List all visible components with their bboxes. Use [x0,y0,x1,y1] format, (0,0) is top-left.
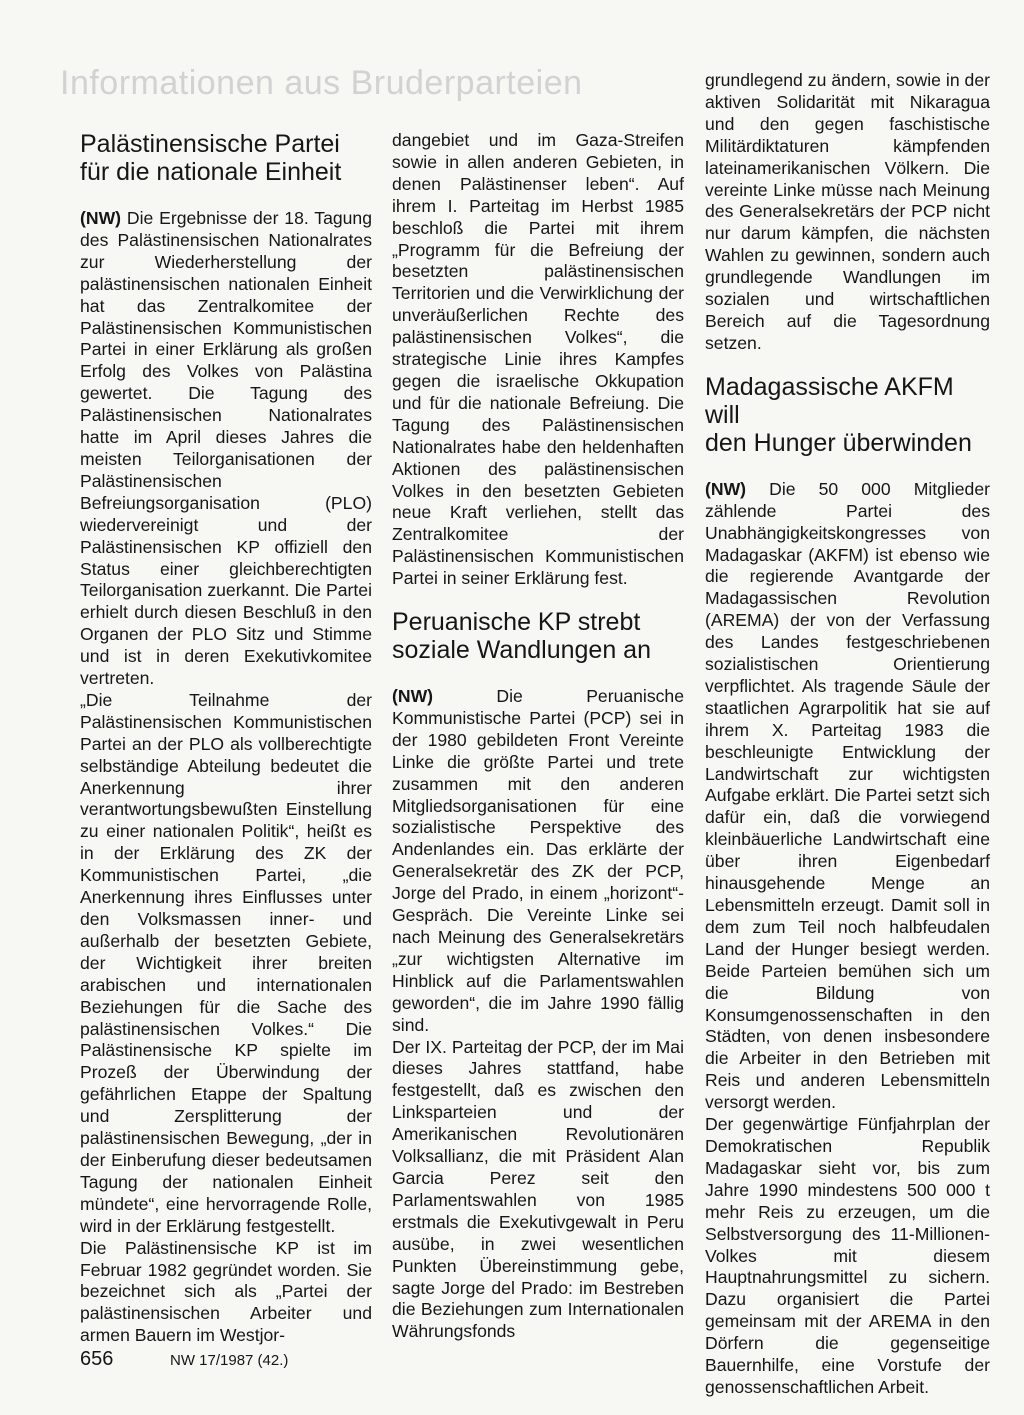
issue-reference: NW 17/1987 (42.) [170,1352,289,1369]
article-madagascar-title [705,373,990,457]
article-palestine-paragraph-3 [80,1238,372,1348]
article-peru-paragraph-2-continued: grundlegend zu ändern, sowie in der aktiven Solidarität mit Nikaragua und den gegen faschistische Militärdiktaturen kämpfenden lateinamerikanischen Völkern. Die vereinte Linke müsse nach Meinung des Generalsekretärs der PCP nicht nur darum kämpfen, die nächsten Wahlen zu gewinnen, sondern auch grundlegende Wandlungen im sozialen und wirtschaftlichen Bereich auf die Tagesordnung setzen. [705,70,990,353]
article-peru-paragraph-2: Der IX. Parteitag der PCP, der im Mai dieses Jahres stattfand, habe festgestellt, daß es zwischen den Linksparteien und der Amerikanischen Revolutionären Volksallianz, die mit Präsident Alan Garcia Perez seit den Parlamentswahlen von 1985 erstmals die Exekutivgewalt in Peru ausübe, in zwei wesentlichen Punkten Übereinstimmung gebe, sagte Jorge del Prado: im Bestreben die Beziehungen zum Internationalen Währungsfonds [392,1036,684,1342]
article-palestine-intro-text: Die Ergebnisse der 18. Tagung des Palästinensischen Nationalrates zur Wiederherstellung der palästinensischen nationalen Einheit hat das Zentralkomitee der Palästinensischen Kommunistischen Partei in einer Erklärung als großen Erfolg des Volkes von Palästina gewertet. Die Tagung des Palästinensischen Nationalrates hatte im April dieses Jahres die meisten Teilorganisationen der Palästinensischen Befreiungsorganisation (PLO) wiedervereinigt und der Palästinensischen KP offiziell den Status einer gleichberechtigten Teilorganisation zuerkannt. Die Partei erhielt durch diesen Beschluß in den Organen der PLO Sitz und Stimme und ist in deren Exekutivkomitee vertreten. [80,208,372,689]
agency-tag: (NW) [80,208,122,228]
article-palestine-title-line2: für die nationale Einheit [80,158,342,186]
agency-tag: (NW) [705,478,747,499]
article-palestine-title [80,130,372,186]
section-title: Informationen aus Bruderparteien [60,64,583,102]
article-madagascar-paragraph-2: Der gegenwärtige Fünfjahrplan der Demokratischen Republik Madagaskar sieht vor, bis zum Jahre 1990 mindestens 500 000 t mehr Reis zu erzeugen, um die Selbstversorgung des 11-Millionen-Volkes mit diesem Hauptnahrungsmittel zu sichern. Dazu organisiert die Partei gemeinsam mit der AREMA in den Dörfern die gegenseitige Bauernhilfe, eine Vorstufe der genossenschaftlichen Arbeit. [705,1114,990,1397]
article-peru-intro-text: Die Peruanische Kommunistische Partei (PCP) sei in der 1980 gebildeten Front Vereinte Linke die größte Partei und trete zusammen mit den anderen Mitgliedsorganisationen für eine sozialistische Perspektive des Andenlandes ein. Das erklärte der Generalsekretär des ZK der PCP, Jorge del Prado, in einem „horizont“-Gespräch. Die Vereinte Linke sei nach Meinung des Generalsekretärs „zur wichtigsten Alternative im Hinblick auf die Parlamentswahlen geworden“, die im Jahre 1990 fällig sind. [392,686,684,1035]
article-palestine-paragraph-3-continued: dangebiet und im Gaza-Streifen sowie in allen anderen Gebieten, in denen Palästinenser leben“. Auf ihrem I. Parteitag im Herbst 1985 beschloß die Partei mit ihrem „Programm für die Befreiung der besetzten palästinensischen Territorien und die Verwirklichung der unveräußerlichen Rechte des palästinensischen Volkes“, die strategische Linie ihres Kampfes gegen die israelische Okkupation und für die nationale Befreiung. Die Tagung des Palästinensischen Nationalrates habe den heldenhaften Aktionen des palästinensischen Volkes in den besetzten Gebieten neue Kraft verliehen, stellt das Zentralkomitee der Palästinensischen Kommunistischen Partei in seiner Erklärung fest. [392,130,684,589]
agency-tag: (NW) [392,686,434,707]
article-madagascar-title-line2: den Hunger überwinden [705,428,972,457]
column-2 [392,130,684,1343]
article-madagascar-title-line1: Madagassische AKFM will [705,372,954,429]
page-number: 656 [80,1348,114,1370]
article-peru-title [392,608,684,664]
article-palestine-paragraph-3-text: Die Palästinensische KP ist im Februar 1982 gegründet worden. Sie bezeichnet sich als „Partei der palästinensischen Arbeiter und armen Bauern im Westjor- [80,1237,372,1346]
article-madagascar-intro [705,479,990,1114]
article-peru-intro [392,686,684,1037]
article-madagascar-intro-text: Die 50 000 Mitglieder zählende Partei des Unabhängigkeitskongresses von Madagaskar (AKFM) ist ebenso wie die regierende Avantgarde der Madagassischen Revolution (AREMA) der von der Verfassung des Landes festgeschriebenen sozialistischen Orientierung verpflichtet. Als tragende Säule der staatlichen Agrarpolitik hat sie auf ihrem X. Parteitag 1983 die beschleunigte Entwicklung der Landwirtschaft zur wichtigsten Aufgabe erklärt. Die Partei setzt sich dafür ein, daß die vorwiegend kleinbäuerliche Landwirtschaft eine über ihren Eigenbedarf hinausgehende Menge an Lebensmitteln erzeugt. Damit soll in dem zum Teil noch halbfeudalen Land der Hunger besiegt werden. Beide Parteien bemühen sich um die Bildung von Konsumgenossenschaften in den Städten, von denen insbesondere die Arbeiter in den Betrieben mit Reis und anderen Lebensmitteln versorgt werden. [705,478,990,1113]
article-peru-title-line2: soziale Wandlungen an [392,636,651,665]
article-palestine-paragraph-2: „Die Teilnahme der Palästinensischen Kommunistischen Partei an der PLO als vollberechtigte selbständige Abteilung bedeutet die Anerkennung ihrer verantwortungsbewußten Einstellung zu einer nationalen Politik“, heißt es in der Erklärung des ZK der Kommunistischen Partei, „die Anerkennung ihres Einflusses unter den Volksmassen inner- und außerhalb der besetzten Gebiete, der Wichtigkeit ihrer breiten arabischen und internationalen Beziehungen für die Sache des palästinensischen Volkes.“ Die Palästinensische KP spielte im Prozeß der Überwindung der gefährlichen Etappe der Spaltung und Zersplitterung der palästinensischen Bewegung, „der in der Einberufung dieser bedeutsamen Tagung der nationalen Einheit mündete“, eine hervorragende Rolle, wird in der Erklärung festgestellt. [80,689,372,1236]
article-peru-title-line1: Peruanische KP strebt [392,608,641,637]
column-1 [80,130,372,1347]
article-palestine-title-line1: Palästinensische Partei [80,130,340,158]
column-3 [705,70,990,1399]
article-palestine-intro [80,208,372,690]
